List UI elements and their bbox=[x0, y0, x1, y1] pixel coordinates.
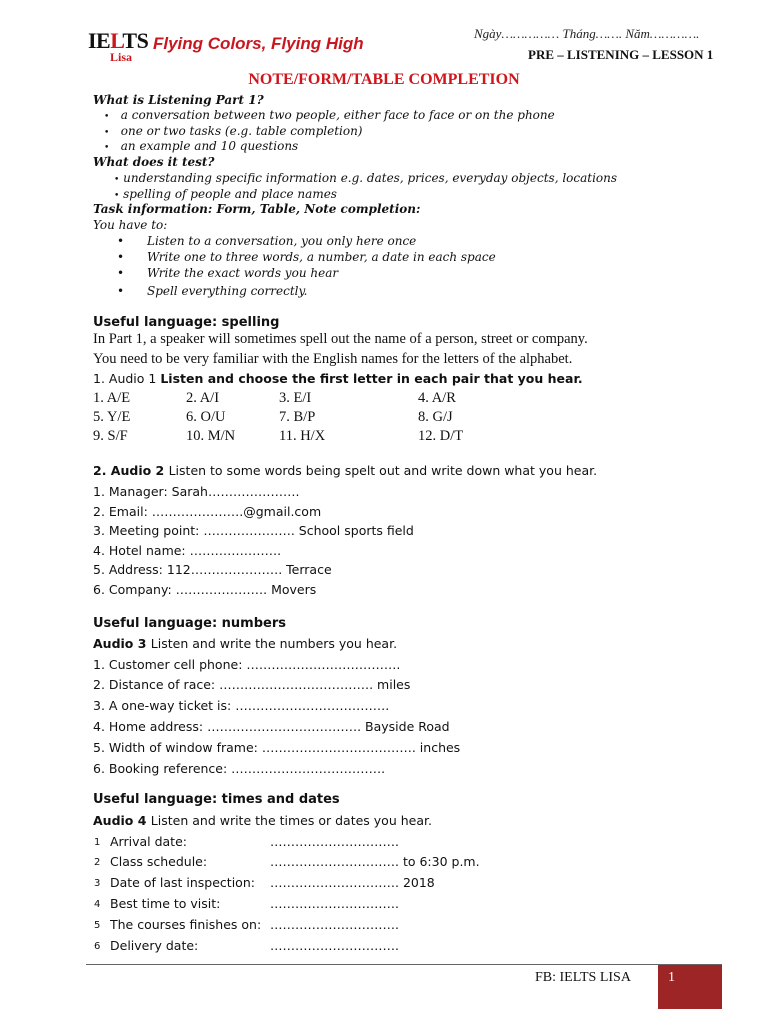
task-item: • Write the exact words you hear bbox=[117, 266, 339, 280]
logo-lisa: Lisa bbox=[110, 50, 133, 64]
audio2-item: 1. Manager: Sarah…………………. bbox=[93, 484, 300, 499]
intro-q2-item: • understanding specific information e.g. dates, prices, everyday objects, locations bbox=[114, 171, 618, 185]
times-head: Useful language: times and dates bbox=[93, 792, 340, 807]
lesson-label: PRE – LISTENING – LESSON 1 bbox=[528, 47, 714, 62]
times-label: Class schedule: bbox=[110, 854, 208, 869]
task-item: • Write one to three words, a number, a date in each space bbox=[117, 250, 496, 264]
audio3-item: 4. Home address: ………………………………. Bayside Road bbox=[93, 719, 450, 734]
audio2-item: 3. Meeting point: …………………. School sports field bbox=[93, 523, 414, 538]
logo-text-end: TS bbox=[122, 28, 149, 53]
times-blank: …………………………. bbox=[270, 896, 399, 911]
you-have-to: You have to: bbox=[93, 218, 168, 232]
pair: 1. A/E bbox=[93, 390, 131, 406]
pair: 8. G/J bbox=[418, 409, 453, 425]
date-line: Ngày…………… Tháng……. Năm…………. bbox=[474, 26, 700, 41]
pair: 4. A/R bbox=[418, 390, 456, 406]
intro-q1-item: • an example and 10 questions bbox=[104, 139, 299, 153]
times-num: 6 bbox=[94, 941, 101, 952]
task-item: • Spell everything correctly. bbox=[117, 284, 308, 298]
times-label: Date of last inspection: bbox=[110, 875, 255, 890]
audio3-item: 5. Width of window frame: ………………………………. inches bbox=[93, 740, 461, 755]
audio2-item: 5. Address: 112…………………. Terrace bbox=[93, 562, 332, 577]
audio3-item: 1. Customer cell phone: ………………………………. bbox=[93, 657, 401, 672]
intro-q1-item: • one or two tasks (e.g. table completion) bbox=[104, 124, 363, 138]
intro-q2: What does it test? bbox=[93, 155, 215, 169]
audio3-item: 6. Booking reference: ………………………………. bbox=[93, 761, 386, 776]
times-label: The courses finishes on: bbox=[110, 917, 262, 932]
pair: 5. Y/E bbox=[93, 409, 131, 425]
page-number: 1 bbox=[668, 970, 675, 985]
pair: 10. M/N bbox=[186, 428, 236, 444]
audio4-instruction: Audio 4 Listen and write the times or dates you hear. bbox=[93, 813, 432, 828]
audio3-item: 2. Distance of race: ………………………………. miles bbox=[93, 677, 411, 692]
intro-q1: What is Listening Part 1? bbox=[93, 93, 264, 107]
pair: 6. O/U bbox=[186, 409, 226, 425]
task-head: Task information: Form, Table, Note completion: bbox=[93, 202, 421, 216]
numbers-head: Useful language: numbers bbox=[93, 616, 286, 631]
page-title: NOTE/FORM/TABLE COMPLETION bbox=[248, 71, 520, 88]
pair: 3. E/I bbox=[279, 390, 312, 406]
times-label: Delivery date: bbox=[110, 938, 199, 953]
audio2-instruction: 2. Audio 2 Listen to some words being spelt out and write down what you hear. bbox=[93, 463, 598, 478]
times-num: 2 bbox=[94, 857, 101, 868]
times-blank: …………………………. bbox=[270, 917, 399, 932]
times-num: 3 bbox=[94, 878, 101, 889]
footer-fb: FB: IELTS LISA bbox=[535, 970, 631, 985]
times-label: Arrival date: bbox=[110, 834, 187, 849]
times-blank: …………………………. to 6:30 p.m. bbox=[270, 854, 480, 869]
footer-divider bbox=[86, 964, 722, 965]
times-num: 1 bbox=[94, 837, 101, 848]
pair: 9. S/F bbox=[93, 428, 128, 444]
times-label: Best time to visit: bbox=[110, 896, 221, 911]
slogan: Flying Colors, Flying High bbox=[153, 34, 364, 53]
logo-text-l: L bbox=[110, 28, 123, 53]
spelling-line: In Part 1, a speaker will sometimes spell out the name of a person, street or company. bbox=[93, 331, 588, 347]
times-num: 5 bbox=[94, 920, 101, 931]
times-num: 4 bbox=[94, 899, 101, 910]
pair: 7. B/P bbox=[279, 409, 316, 425]
pair: 2. A/I bbox=[186, 390, 220, 406]
spelling-line: You need to be very familiar with the English names for the letters of the alphabet. bbox=[93, 351, 573, 367]
spelling-head: Useful language: spelling bbox=[93, 315, 280, 330]
audio1-instruction: 1. Audio 1 Listen and choose the first letter in each pair that you hear. bbox=[93, 371, 583, 386]
pair: 11. H/X bbox=[279, 428, 326, 444]
audio2-item: 4. Hotel name: …………………. bbox=[93, 543, 282, 558]
logo-text: IE bbox=[88, 28, 111, 53]
times-blank: …………………………. bbox=[270, 834, 399, 849]
pair: 12. D/T bbox=[418, 428, 464, 444]
task-item: • Listen to a conversation, you only here once bbox=[117, 234, 417, 248]
times-blank: …………………………. bbox=[270, 938, 399, 953]
audio2-item: 6. Company: …………………. Movers bbox=[93, 582, 317, 597]
times-blank: …………………………. 2018 bbox=[270, 875, 435, 890]
audio3-item: 3. A one-way ticket is: ………………………………. bbox=[93, 698, 390, 713]
audio3-instruction: Audio 3 Listen and write the numbers you hear. bbox=[93, 636, 398, 651]
intro-q1-item: • a conversation between two people, either face to face or on the phone bbox=[104, 108, 555, 122]
intro-q2-item: • spelling of people and place names bbox=[114, 187, 337, 201]
audio2-item: 2. Email: ………………….@gmail.com bbox=[93, 504, 322, 519]
